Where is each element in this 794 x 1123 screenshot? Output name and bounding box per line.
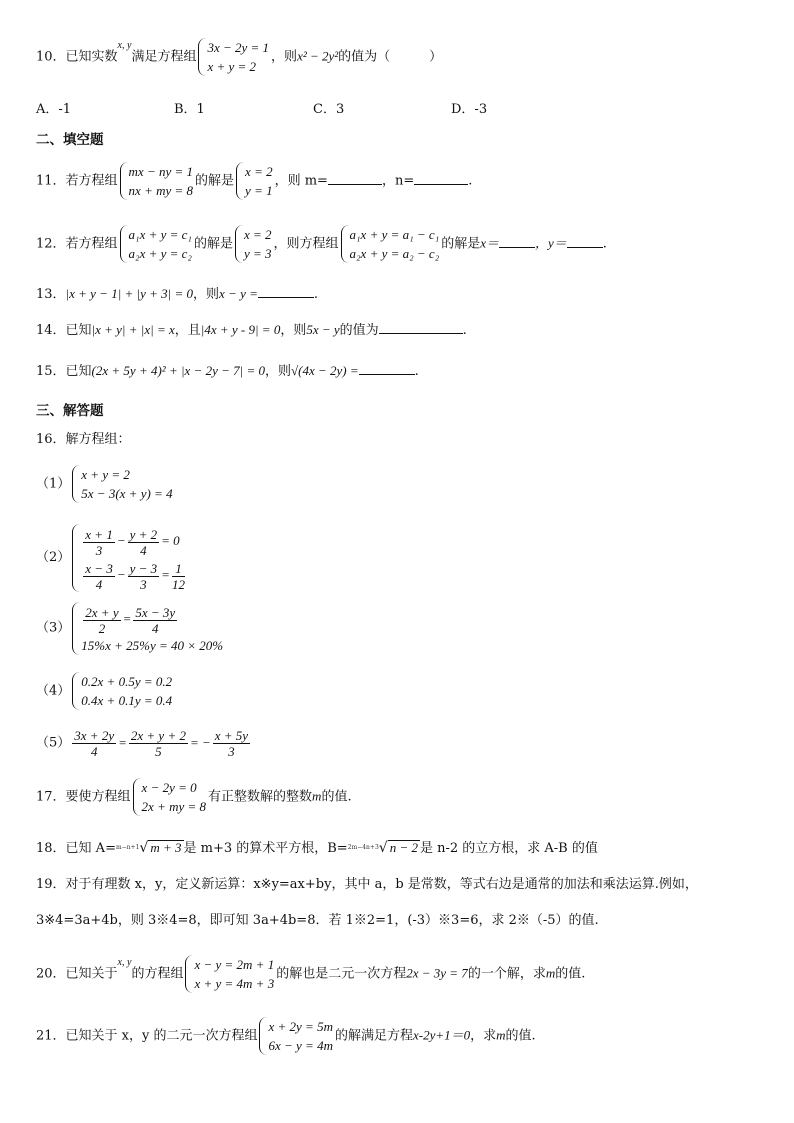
q10-prefix: 10．已知实数 (36, 49, 118, 65)
q16-p2-frac-b (128, 527, 160, 558)
q12-system-2 (341, 225, 440, 263)
q21-eq3: x-2y+1＝0 (412, 1027, 471, 1043)
q18-radicand-2: n − 2 (389, 840, 418, 855)
q20-eq1: x − y = 2m + 1 (194, 957, 275, 972)
question-15 (36, 362, 419, 380)
question-20 (36, 955, 585, 993)
q11-solution (236, 162, 273, 200)
radical-icon: √ (378, 840, 388, 856)
q17-system (133, 778, 206, 816)
q12-sol2: y = 3 (243, 246, 272, 261)
q21-prefix: 21．已知关于 x，y 的二元一次方程组 (36, 1028, 258, 1044)
q20-prefix: 20．已知关于 (36, 966, 118, 982)
option-b: B．1 (174, 102, 205, 117)
q15-blank (359, 362, 415, 375)
q11-prefix: 11．若方程组 (36, 173, 118, 189)
q20-eq2: x + y = 4m + 3 (194, 976, 275, 991)
q16-p5-frac-c (213, 728, 250, 759)
q19-line-1: 19．对于有理数 x，y，定义新运算：x※y=ax+by，其中 a，b 是常数，等式右边是通常的加法和乘法运算.例如， (36, 877, 698, 892)
q16-p2-label: （2） (36, 550, 71, 565)
q16-p2-a-den: 3 (95, 542, 103, 558)
radical-icon: √ (139, 840, 149, 856)
q16-p3-b-den: 4 (152, 620, 159, 636)
q12-eq2: a₂x + y = c₂ (128, 246, 192, 261)
q11-mid: 的解是 (195, 173, 235, 189)
q17-end: 的值. (321, 789, 352, 805)
q16-p2-d-den: 3 (140, 576, 147, 592)
q12-eq3: a₁x + y = a₁ − c₁ (349, 227, 440, 242)
q15-then: ，则 (264, 364, 291, 379)
q16-title: 16．解方程组： (36, 432, 131, 447)
q17-var: m (312, 788, 322, 804)
q16-p1-label: （1） (36, 476, 71, 492)
q17-eq1: x − 2y = 0 (141, 780, 197, 795)
q20-end: 的值. (555, 966, 586, 982)
q20-suffix2: 的一个解，求 (467, 966, 546, 982)
q16-p2-frac-e (172, 561, 185, 592)
q13-blank (258, 285, 314, 298)
q16-part-3 (36, 602, 225, 655)
question-18 (36, 840, 598, 857)
question-10 (36, 38, 442, 76)
section-fill-blank-heading: 二、填空题 (36, 132, 104, 148)
q14-suffix: 的值为 (339, 323, 379, 338)
option-d: D．-3 (451, 102, 488, 117)
q16-p2-r1: = 0 (161, 533, 180, 548)
q16-p5-c-num: x + 5y (214, 728, 249, 743)
q18-radicand-1: m + 3 (150, 840, 182, 855)
question-17 (36, 778, 352, 816)
q16-p2-b-den: 4 (140, 542, 147, 558)
q16-p1-eq1: x + y = 2 (81, 467, 130, 482)
q14-end: . (462, 323, 467, 338)
q18-index-1: m−n+1 (115, 844, 140, 851)
q20-var: m (545, 965, 556, 981)
q16-part-2 (36, 524, 189, 592)
q14-expr2: |4x + y - 9| = 0 (200, 322, 281, 337)
q10-suffix: 的值为（ ） (338, 49, 443, 65)
q14-mid: ，且 (174, 323, 201, 338)
q16-p2-e-den: 12 (171, 576, 185, 592)
q16-p5-b-den: 5 (155, 744, 162, 759)
q12-blank-y (567, 235, 603, 248)
q13-then: ，则 (193, 287, 220, 302)
q16-p2-c-den: 4 (95, 576, 103, 592)
q16-p4-eq2: 0.4x + 0.1y = 0.4 (81, 693, 173, 708)
q12-eq4: a₂x + y = a₂ − c₂ (349, 246, 440, 261)
q12-mid3: 的解是 (441, 236, 481, 252)
q17-suffix: 有正整数解的整数 (208, 789, 313, 805)
q16-p5-a-den: 4 (90, 744, 98, 759)
q16-p4-label: （4） (36, 683, 71, 699)
q16-p2-b-num: y + 2 (129, 526, 158, 542)
q20-suffix: 的解也是二元一次方程 (276, 966, 407, 982)
q16-part-1 (36, 465, 175, 503)
q16-p3-a-den: 2 (98, 620, 106, 636)
q16-p5-label: （5） (36, 735, 71, 751)
q10-then: ，则 (271, 49, 298, 65)
q16-p2-e-num: 1 (172, 561, 185, 577)
q16-p4-system (72, 672, 172, 710)
q21-system (259, 1017, 332, 1055)
q20-mid: 的方程组 (131, 966, 184, 982)
q16-p2-system (72, 524, 187, 592)
q15-end: . (414, 364, 419, 379)
q11-system (120, 162, 193, 200)
q13-expr: |x + y − 1| + |y + 3| = 0 (65, 286, 194, 301)
q14-expr1: |x + y| + |x| = x (91, 322, 175, 337)
q12-system-1 (120, 225, 192, 263)
q16-part-5: （5） $\frac{3x + 2y}{4}$ = $\frac{2x + y + 2}{5}$ = − $\frac{x + 5y}{3}$ (36, 728, 249, 759)
q20-vars: x, y (117, 957, 132, 968)
q16-p3-frac-b (133, 605, 177, 636)
q16-p5-c-den: 3 (228, 744, 235, 759)
q16-p5-b-num: 2x + y + 2 (130, 728, 186, 743)
q14-ask: 5x − y (306, 322, 340, 337)
q21-suffix2: ，求 (470, 1028, 497, 1044)
q20-eq3: 2x − 3y = 7 (406, 965, 468, 981)
q21-suffix: 的解满足方程 (334, 1028, 413, 1044)
question-11 (36, 162, 472, 200)
q16-p1-eq2: 5x − 3(x + y) = 4 (81, 486, 173, 501)
q13-ask: x − y = (219, 286, 258, 301)
question-21 (36, 1017, 536, 1055)
q12-prefix: 12．若方程组 (36, 236, 118, 252)
q11-suffix2: ，n= (381, 173, 415, 189)
q16-p2-row2: $\frac{x - 3}{4}$ − $\frac{y - 3}{3}$ = $\frac{1}{12}$ (85, 560, 185, 592)
q12-eq1: a₁x + y = c₁ (128, 227, 192, 242)
q15-ask: √(4x − 2y) = (290, 363, 359, 378)
q16-part-4 (36, 672, 174, 710)
q16-p2-a-num: x + 1 (85, 526, 113, 542)
question-13 (36, 285, 318, 303)
q11-blank-n (414, 172, 468, 185)
q16-p2-frac-d (128, 561, 160, 592)
q16-p2-c-num: x − 3 (85, 560, 113, 576)
q15-expr1: (2x + 5y + 4)² + |x − 2y − 7| = 0 (91, 363, 265, 378)
q10-eq1: 3x − 2y = 1 (207, 40, 270, 55)
q16-p3-b-num: 5x − 3y (135, 604, 176, 620)
q17-eq2: 2x + my = 8 (141, 799, 207, 814)
q16-p5-frac-b (129, 728, 188, 759)
q10-system (198, 38, 269, 76)
q17-prefix: 17．要使方程组 (36, 789, 131, 805)
q10-eq2: x + y = 2 (207, 59, 257, 74)
q14-prefix: 14．已知 (36, 323, 92, 338)
question-12 (36, 225, 607, 263)
q16-p4-eq1: 0.2x + 0.5y = 0.2 (81, 674, 173, 689)
q14-blank (379, 321, 463, 334)
q20-system (185, 955, 274, 993)
q10-mid: 满足方程组 (131, 49, 197, 65)
q16-p3-eq2: 15%x + 25%y = 40 × 20% (81, 638, 224, 653)
q11-sol2: y = 1 (245, 183, 273, 198)
q18-index-2: 2m−4n+3 (347, 844, 379, 851)
q12-mid: 的解是 (193, 236, 233, 252)
q12-mid2: ，则方程组 (273, 236, 339, 252)
q16-p3-row1: $\frac{2x + y}{2}$ = $\frac{5x - 3y}{4}$ (85, 604, 176, 636)
q16-p5-frac-a (72, 728, 116, 759)
q12-solution (235, 225, 272, 263)
q16-p2-frac-c (83, 561, 115, 592)
q16-p2-d-num: y − 3 (129, 560, 158, 576)
q16-p3-a-num: 2x + y (85, 604, 119, 620)
q21-var: m (496, 1027, 506, 1043)
question-14 (36, 321, 467, 339)
q16-p3-label: （3） (36, 620, 71, 636)
q16-p2-row1: $\frac{x + 1}{3}$ − $\frac{y + 2}{4}$ = 0 (85, 526, 180, 558)
q10-expr: x² − 2y² (297, 48, 339, 64)
q16-p3-system (72, 602, 223, 655)
q21-eq2: 6x − y = 4m (268, 1038, 333, 1053)
q18-mid2: 是 n-2 的立方根，求 A-B 的值 (419, 841, 598, 856)
option-a: A．-1 (36, 102, 72, 117)
q16-p3-frac-a (83, 605, 120, 636)
q16-p1-system (72, 465, 172, 503)
q12-xeq: x＝ (480, 235, 500, 251)
q11-blank-m (328, 172, 382, 185)
q12-end: . (602, 236, 607, 252)
q21-eq1: x + 2y = 5m (268, 1019, 333, 1034)
q11-end: . (468, 173, 473, 189)
q14-then: ，则 (280, 323, 307, 338)
q11-eq2: nx + my = 8 (128, 183, 194, 198)
q13-prefix: 13． (36, 287, 66, 302)
option-c: C．3 (313, 102, 345, 117)
q10-vars: x, y (117, 40, 132, 51)
q18-mid1: 是 m+3 的算术平方根，B= (183, 841, 348, 856)
q12-blank-x (499, 235, 535, 248)
q13-end: . (313, 287, 319, 302)
q12-yeq: ，y＝ (535, 235, 567, 251)
q18-prefix: 18．已知 A= (36, 841, 116, 856)
q11-eq1: mx − ny = 1 (128, 164, 194, 179)
q12-sol1: x = 2 (243, 227, 272, 242)
q16-p5-a-num: 3x + 2y (74, 728, 115, 743)
q16-p2-frac-a (83, 527, 115, 558)
q21-end: 的值. (505, 1028, 536, 1044)
q19-line-2: 3※4=3a+4b，则 3※4=8，即可知 3a+4b=8．若 1※2=1，(-3）※3=6，求 2※（-5）的值. (36, 913, 599, 928)
q11-sol1: x = 2 (245, 164, 273, 179)
section-solution-heading: 三、解答题 (36, 403, 104, 419)
q15-prefix: 15．已知 (36, 364, 92, 379)
q11-suffix1: ，则 m= (274, 173, 328, 189)
